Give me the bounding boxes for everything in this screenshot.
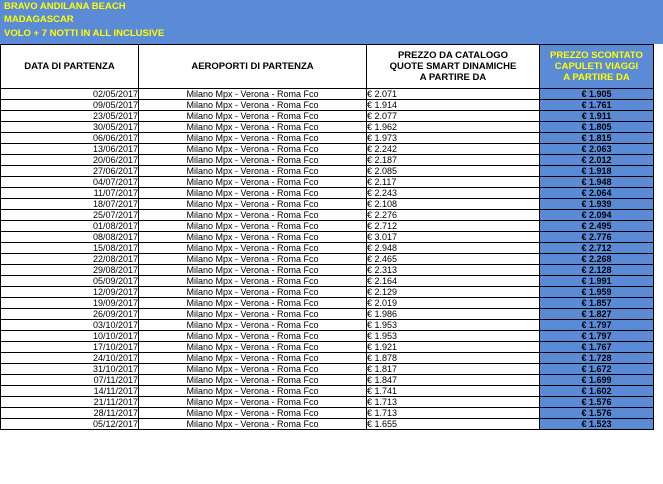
discounted-price: € 1.576	[540, 408, 654, 419]
price-table	[0, 44, 654, 430]
table-row	[1, 188, 654, 199]
departure-airports: Milano Mpx - Verona - Roma Fco	[139, 386, 367, 397]
departure-date: 28/11/2017	[1, 408, 139, 419]
departure-date: 05/12/2017	[1, 419, 139, 430]
header-discount-price	[540, 45, 654, 89]
discounted-price: € 1.827	[540, 309, 654, 320]
departure-date: 31/10/2017	[1, 364, 139, 375]
departure-date: 04/07/2017	[1, 177, 139, 188]
discounted-price: € 1.797	[540, 320, 654, 331]
table-row	[1, 144, 654, 155]
departure-date: 09/05/2017	[1, 100, 139, 111]
catalog-price: € 1.921	[367, 342, 540, 353]
discounted-price: € 2.012	[540, 155, 654, 166]
header-row	[1, 45, 654, 89]
table-row	[1, 243, 654, 254]
discounted-price: € 1.767	[540, 342, 654, 353]
departure-airports: Milano Mpx - Verona - Roma Fco	[139, 210, 367, 221]
table-row	[1, 419, 654, 430]
catalog-price: € 3.017	[367, 232, 540, 243]
departure-airports: Milano Mpx - Verona - Roma Fco	[139, 188, 367, 199]
catalog-price: € 2.164	[367, 276, 540, 287]
catalog-price: € 1.847	[367, 375, 540, 386]
discounted-price: € 1.602	[540, 386, 654, 397]
header-catalog-price	[367, 45, 540, 89]
table-row	[1, 375, 654, 386]
catalog-price: € 1.713	[367, 397, 540, 408]
catalog-price: € 2.129	[367, 287, 540, 298]
header-catalog-line1: PREZZO DA CATALOGO	[397, 50, 509, 61]
departure-date: 20/06/2017	[1, 155, 139, 166]
table-row	[1, 287, 654, 298]
header-discount-line2: CAPULETI VIAGGI	[554, 61, 639, 72]
departure-date: 18/07/2017	[1, 199, 139, 210]
discounted-price: € 1.728	[540, 353, 654, 364]
discounted-price: € 2.128	[540, 265, 654, 276]
departure-airports: Milano Mpx - Verona - Roma Fco	[139, 309, 367, 320]
departure-airports: Milano Mpx - Verona - Roma Fco	[139, 199, 367, 210]
discounted-price: € 2.063	[540, 144, 654, 155]
departure-date: 12/09/2017	[1, 287, 139, 298]
departure-airports: Milano Mpx - Verona - Roma Fco	[139, 133, 367, 144]
header-discount-line3: A PARTIRE DA	[563, 72, 630, 83]
header-date: DATA DI PARTENZA	[1, 45, 139, 89]
catalog-price: € 2.071	[367, 89, 540, 100]
table-row	[1, 408, 654, 419]
catalog-price: € 1.962	[367, 122, 540, 133]
catalog-price: € 1.713	[367, 408, 540, 419]
departure-airports: Milano Mpx - Verona - Roma Fco	[139, 122, 367, 133]
departure-airports: Milano Mpx - Verona - Roma Fco	[139, 342, 367, 353]
table-body	[1, 89, 654, 430]
catalog-price: € 2.276	[367, 210, 540, 221]
table-row	[1, 221, 654, 232]
departure-airports: Milano Mpx - Verona - Roma Fco	[139, 353, 367, 364]
table-row	[1, 111, 654, 122]
departure-airports: Milano Mpx - Verona - Roma Fco	[139, 100, 367, 111]
table-row	[1, 232, 654, 243]
catalog-price: € 2.465	[367, 254, 540, 265]
table-row	[1, 353, 654, 364]
discounted-price: € 1.576	[540, 397, 654, 408]
departure-airports: Milano Mpx - Verona - Roma Fco	[139, 408, 367, 419]
departure-date: 19/09/2017	[1, 298, 139, 309]
header-catalog-line3: A PARTIRE DA	[419, 72, 487, 83]
catalog-price: € 2.117	[367, 177, 540, 188]
departure-airports: Milano Mpx - Verona - Roma Fco	[139, 419, 367, 430]
departure-date: 06/06/2017	[1, 133, 139, 144]
discounted-price: € 1.991	[540, 276, 654, 287]
table-row	[1, 309, 654, 320]
discounted-price: € 1.939	[540, 199, 654, 210]
discounted-price: € 2.094	[540, 210, 654, 221]
departure-date: 30/05/2017	[1, 122, 139, 133]
departure-airports: Milano Mpx - Verona - Roma Fco	[139, 276, 367, 287]
departure-date: 29/08/2017	[1, 265, 139, 276]
catalog-price: € 1.741	[367, 386, 540, 397]
discounted-price: € 2.495	[540, 221, 654, 232]
departure-date: 08/08/2017	[1, 232, 139, 243]
departure-airports: Milano Mpx - Verona - Roma Fco	[139, 364, 367, 375]
departure-airports: Milano Mpx - Verona - Roma Fco	[139, 320, 367, 331]
table-row	[1, 386, 654, 397]
discounted-price: € 1.959	[540, 287, 654, 298]
catalog-price: € 2.243	[367, 188, 540, 199]
catalog-price: € 2.085	[367, 166, 540, 177]
catalog-price: € 2.077	[367, 111, 540, 122]
discounted-price: € 1.948	[540, 177, 654, 188]
departure-date: 17/10/2017	[1, 342, 139, 353]
departure-airports: Milano Mpx - Verona - Roma Fco	[139, 144, 367, 155]
departure-date: 25/07/2017	[1, 210, 139, 221]
catalog-price: € 1.817	[367, 364, 540, 375]
departure-date: 26/09/2017	[1, 309, 139, 320]
departure-date: 01/08/2017	[1, 221, 139, 232]
catalog-price: € 1.986	[367, 309, 540, 320]
departure-airports: Milano Mpx - Verona - Roma Fco	[139, 254, 367, 265]
table-row	[1, 342, 654, 353]
header-discount-line1: PREZZO SCONTATO	[550, 50, 643, 61]
header-catalog-line2: QUOTE SMART DINAMICHE	[389, 61, 517, 72]
table-row	[1, 89, 654, 100]
departure-date: 07/11/2017	[1, 375, 139, 386]
departure-date: 15/08/2017	[1, 243, 139, 254]
departure-airports: Milano Mpx - Verona - Roma Fco	[139, 243, 367, 254]
discounted-price: € 2.268	[540, 254, 654, 265]
discounted-price: € 1.905	[540, 89, 654, 100]
discounted-price: € 1.523	[540, 419, 654, 430]
departure-airports: Milano Mpx - Verona - Roma Fco	[139, 89, 367, 100]
discounted-price: € 1.857	[540, 298, 654, 309]
catalog-price: € 1.973	[367, 133, 540, 144]
departure-airports: Milano Mpx - Verona - Roma Fco	[139, 155, 367, 166]
catalog-price: € 1.953	[367, 320, 540, 331]
departure-airports: Milano Mpx - Verona - Roma Fco	[139, 397, 367, 408]
table-row	[1, 364, 654, 375]
departure-airports: Milano Mpx - Verona - Roma Fco	[139, 111, 367, 122]
catalog-price: € 1.953	[367, 331, 540, 342]
catalog-price: € 2.019	[367, 298, 540, 309]
departure-date: 24/10/2017	[1, 353, 139, 364]
departure-airports: Milano Mpx - Verona - Roma Fco	[139, 265, 367, 276]
discounted-price: € 1.797	[540, 331, 654, 342]
catalog-price: € 1.878	[367, 353, 540, 364]
table-row	[1, 254, 654, 265]
table-row	[1, 397, 654, 408]
offer-banner	[0, 0, 663, 44]
discounted-price: € 1.761	[540, 100, 654, 111]
catalog-price: € 2.242	[367, 144, 540, 155]
departure-date: 11/07/2017	[1, 188, 139, 199]
discounted-price: € 2.064	[540, 188, 654, 199]
table-row	[1, 155, 654, 166]
departure-date: 23/05/2017	[1, 111, 139, 122]
departure-date: 10/10/2017	[1, 331, 139, 342]
departure-airports: Milano Mpx - Verona - Roma Fco	[139, 287, 367, 298]
package-description: VOLO + 7 NOTTI IN ALL INCLUSIVE	[4, 28, 165, 39]
catalog-price: € 1.914	[367, 100, 540, 111]
catalog-price: € 2.187	[367, 155, 540, 166]
departure-airports: Milano Mpx - Verona - Roma Fco	[139, 166, 367, 177]
table-row	[1, 276, 654, 287]
discounted-price: € 2.712	[540, 243, 654, 254]
destination: MADAGASCAR	[4, 14, 74, 25]
table-row	[1, 298, 654, 309]
table-row	[1, 122, 654, 133]
departure-airports: Milano Mpx - Verona - Roma Fco	[139, 221, 367, 232]
departure-airports: Milano Mpx - Verona - Roma Fco	[139, 375, 367, 386]
catalog-price: € 2.313	[367, 265, 540, 276]
departure-date: 03/10/2017	[1, 320, 139, 331]
table-row	[1, 177, 654, 188]
departure-date: 02/05/2017	[1, 89, 139, 100]
table-row	[1, 210, 654, 221]
catalog-price: € 2.948	[367, 243, 540, 254]
departure-date: 14/11/2017	[1, 386, 139, 397]
discounted-price: € 1.911	[540, 111, 654, 122]
table-row	[1, 199, 654, 210]
header-airports: AEROPORTI DI PARTENZA	[139, 45, 367, 89]
hotel-name: BRAVO ANDILANA BEACH	[4, 1, 126, 12]
departure-date: 05/09/2017	[1, 276, 139, 287]
table-row	[1, 100, 654, 111]
table-row	[1, 133, 654, 144]
departure-date: 13/06/2017	[1, 144, 139, 155]
departure-airports: Milano Mpx - Verona - Roma Fco	[139, 298, 367, 309]
table-row	[1, 320, 654, 331]
discounted-price: € 2.776	[540, 232, 654, 243]
departure-airports: Milano Mpx - Verona - Roma Fco	[139, 331, 367, 342]
discounted-price: € 1.815	[540, 133, 654, 144]
departure-airports: Milano Mpx - Verona - Roma Fco	[139, 232, 367, 243]
departure-airports: Milano Mpx - Verona - Roma Fco	[139, 177, 367, 188]
discounted-price: € 1.699	[540, 375, 654, 386]
discounted-price: € 1.918	[540, 166, 654, 177]
table-row	[1, 166, 654, 177]
catalog-price: € 2.712	[367, 221, 540, 232]
departure-date: 22/08/2017	[1, 254, 139, 265]
departure-date: 27/06/2017	[1, 166, 139, 177]
discounted-price: € 1.805	[540, 122, 654, 133]
table-row	[1, 265, 654, 276]
departure-date: 21/11/2017	[1, 397, 139, 408]
catalog-price: € 1.655	[367, 419, 540, 430]
discounted-price: € 1.672	[540, 364, 654, 375]
table-row	[1, 331, 654, 342]
catalog-price: € 2.108	[367, 199, 540, 210]
